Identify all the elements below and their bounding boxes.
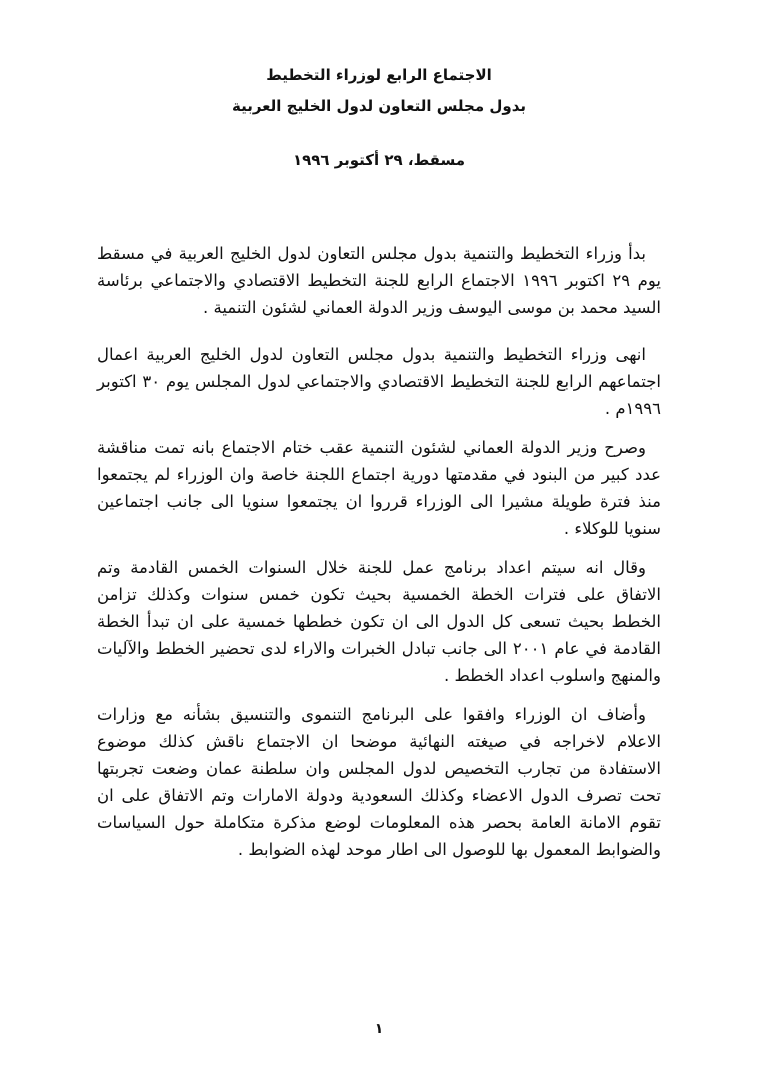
page-number: ١ <box>374 1021 384 1037</box>
document-date: مسقط، ٢٩ أكتوبر ١٩٩٦ <box>292 151 466 169</box>
document-title-line-2: بدول مجلس التعاون لدول الخليج العربية <box>232 97 526 115</box>
document-title-line-1: الاجتماع الرابع لوزراء التخطيط <box>266 66 492 84</box>
paragraph-4: وقال انه سيتم اعداد برنامج عمل للجنة خلال السنوات الخمس القادمة وتم الاتفاق على فترات الخطة الخمسية بحيث تكون خمس سنوات وكذلك تزامن الخطط بحيث تسعى كل الدول الى ان تكون خططها خمسية على ان تبدأ الخطة القادمة في عام ٢٠٠١ الى جانب تبادل الخبرات والاراء لدى تحضير الخطط والآليات والمنهج واسلوب اعداد الخطط . <box>97 558 661 685</box>
paragraph-2: انهى وزراء التخطيط والتنمية بدول مجلس التعاون لدول الخليج العربية اعمال اجتماعهم الرابع للجنة التخطيط الاقتصادي والاجتماعي لدول المجلس يوم ٣٠ اكتوبر ١٩٩٦م . <box>97 345 661 418</box>
paragraph-3: وصرح وزير الدولة العماني لشئون التنمية عقب ختام الاجتماع بانه تمت مناقشة عدد كبير من البنود في مقدمتها دورية اجتماع اللجنة خاصة وان الوزراء لم يجتمعوا منذ فترة طويلة مشيرا الى الوزراء قرروا ان يجتمعوا سنويا الى جانب اجتماعين سنويا للوكلاء . <box>97 438 661 538</box>
document-header <box>97 60 661 172</box>
page-footer <box>97 1018 661 1040</box>
paragraph-5: وأضاف ان الوزراء وافقوا على البرنامج التنموى والتنسيق بشأنه مع وزارات الاعلام لاخراجه في صيغته النهائية موضحا ان الاجتماع ناقش كذلك موضوع الاستفادة من تجارب التخصيص لدول المجلس وان سلطنة عمان وضعت تجربتها تحت تصرف الدول الاعضاء وكذلك السعودية ودولة الامارات وتم الاتفاق على ان تقوم الامانة العامة بحصر هذه المعلومات لوضع مذكرة متكاملة حول السياسات والضوابط المعمول بها للوصول الى اطار موحد لهذه الضوابط . <box>97 705 661 859</box>
document-body <box>97 240 661 875</box>
paragraph-1: بدأ وزراء التخطيط والتنمية بدول مجلس التعاون لدول الخليج العربية في مسقط يوم ٢٩ اكتوبر ١٩٩٦ الاجتماع الرابع للجنة التخطيط الاقتصادي والاجتماعي برئاسة السيد محمد بن موسى اليوسف وزير الدولة العماني لشئون التنمية . <box>97 244 662 317</box>
